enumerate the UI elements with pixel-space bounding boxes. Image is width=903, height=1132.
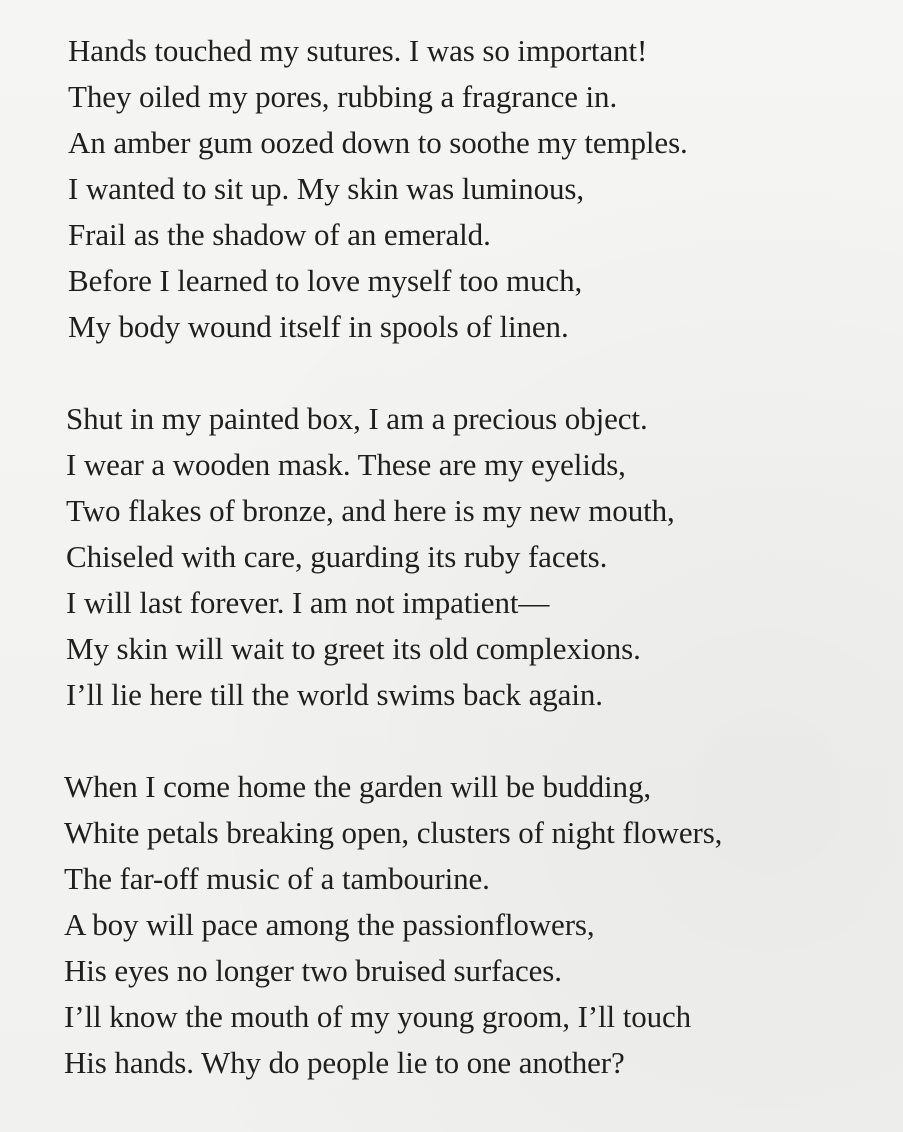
poem-line: His hands. Why do people lie to one another? [64, 1045, 625, 1080]
poem-line: I will last forever. I am not impatient— [66, 585, 550, 620]
poem-line: Shut in my painted box, I am a precious object. [66, 401, 648, 436]
poem-line: White petals breaking open, clusters of night flowers, [64, 815, 723, 850]
poem-line: Before I learned to love myself too much, [68, 263, 583, 298]
poem-line: I’ll lie here till the world swims back again. [66, 677, 603, 712]
poem-line: They oiled my pores, rubbing a fragrance in. [68, 79, 618, 114]
poem-line: The far-off music of a tambourine. [64, 861, 490, 896]
stanza-3 [64, 764, 722, 1086]
poem-line: When I come home the garden will be budding, [64, 769, 652, 804]
poem-line: I wanted to sit up. My skin was luminous, [68, 171, 584, 206]
poem-line: Hands touched my sutures. I was so important! [68, 33, 648, 68]
poem-line: My body wound itself in spools of linen. [68, 309, 569, 344]
poem-line: Two flakes of bronze, and here is my new mouth, [66, 493, 675, 528]
stanza-2 [66, 396, 675, 718]
poem-line: My skin will wait to greet its old complexions. [66, 631, 641, 666]
poem-line: I wear a wooden mask. These are my eyelids, [66, 447, 626, 482]
stanza-1 [68, 28, 688, 350]
poem-line: His eyes no longer two bruised surfaces. [64, 953, 562, 988]
poem-line: Chiseled with care, guarding its ruby facets. [66, 539, 608, 574]
poem-line: Frail as the shadow of an emerald. [68, 217, 491, 252]
poem-line: A boy will pace among the passionflowers, [64, 907, 595, 942]
poem-line: An amber gum oozed down to soothe my temples. [68, 125, 688, 160]
poem-line: I’ll know the mouth of my young groom, I’ll touch [64, 999, 692, 1034]
